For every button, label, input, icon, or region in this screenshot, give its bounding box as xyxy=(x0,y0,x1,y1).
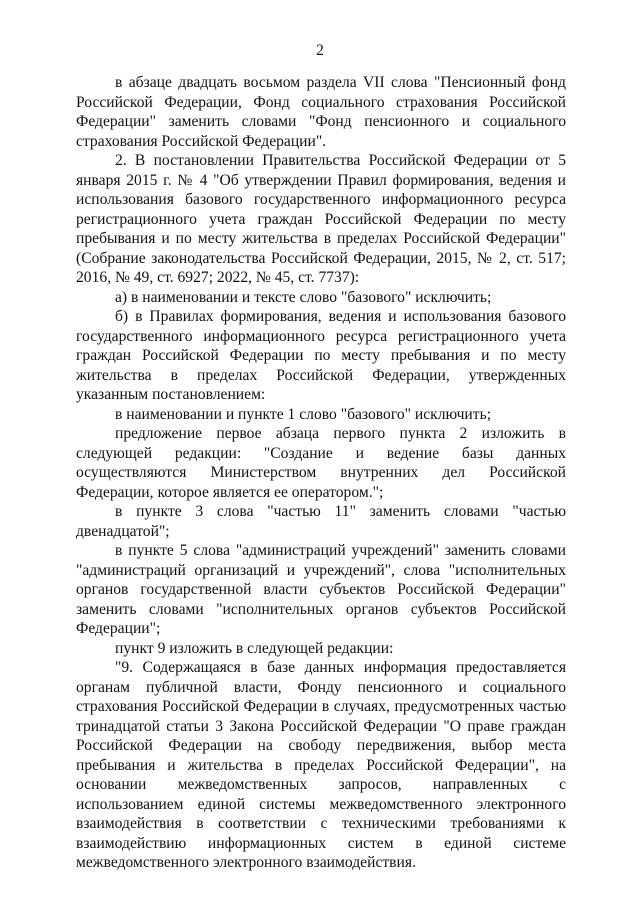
paragraph-point-9-intro: пункт 9 изложить в следующей редакции: xyxy=(115,639,394,657)
paragraph-point-9-text: "9. Содержащаяся в базе данных информация предоставляется органам публичной власти, Фонду пенсионного и социального страхования Российской Федерации в случаях, предусмотренных частью тринадцатой статьи 3 Закона Российской Федерации "О праве граждан Российской Федерации на свободу передвижения, выбор места пребывания и жительства в пределах Российской Федерации", на основании межведомственных запросов, направленных с использованием единой системы межведомственного электронного взаимодействия в соответствии с техническими требованиями к взаимодействию информационных систем в единой системе межведомственного электронного взаимодействия. xyxy=(76,659,566,871)
paragraph-subitem-b: б) в Правилах формирования, ведения и использования базового государственного информационного ресурса регистрационного учета граждан Российской Федерации по месту пребывания и по месту жительства в пределах Российской Федерации, утвержденных указанным постановлением: xyxy=(76,308,566,403)
paragraph-item-2-resolution: 2. В постановлении Правительства Российской Федерации от 5 января 2015 г. № 4 "Об утверждении Правил формирования, ведения и использования базового государственного информационного ресурса регистрационного учета граждан Российской Федерации по месту пребывания и по месту жительства в пределах Российской Федерации" (Собрание законодательства Российской Федерации, 2015, № 2, ст. 517; 2016, № 49, ст. 6927; 2022, № 45, ст. 7737): xyxy=(76,152,566,286)
page-number: 2 xyxy=(316,42,324,59)
paragraph-section-vii-amendment: в абзаце двадцать восьмом раздела VII слова "Пенсионный фонд Российской Федерации, Фонд социального страхования Российской Федерации" заменить словами "Фонд пенсионного и социального страхования Российской Федерации". xyxy=(76,74,566,150)
document-body xyxy=(76,73,566,873)
paragraph-point-1-amendment: в наименовании и пункте 1 слово "базового" исключить; xyxy=(115,405,492,423)
paragraph-subitem-a: а) в наименовании и тексте слово "базового" исключить; xyxy=(115,288,492,306)
paragraph-point-2-amendment: предложение первое абзаца первого пункта 2 изложить в следующей редакции: "Создание и ведение базы данных осуществляются Министерством внутренних дел Российской Федерации, которое является ее оператором."; xyxy=(76,425,566,501)
paragraph-point-3-amendment: в пункте 3 слова "частью 11" заменить словами "частью двенадцатой"; xyxy=(76,503,566,540)
paragraph-point-5-amendment: в пункте 5 слова "администраций учреждений" заменить словами "администраций организаций и учреждений", слова "исполнительных органов государственной власти субъектов Российской Федерации" заменить словами "исполнительных органов субъектов Российской Федерации"; xyxy=(76,542,566,637)
